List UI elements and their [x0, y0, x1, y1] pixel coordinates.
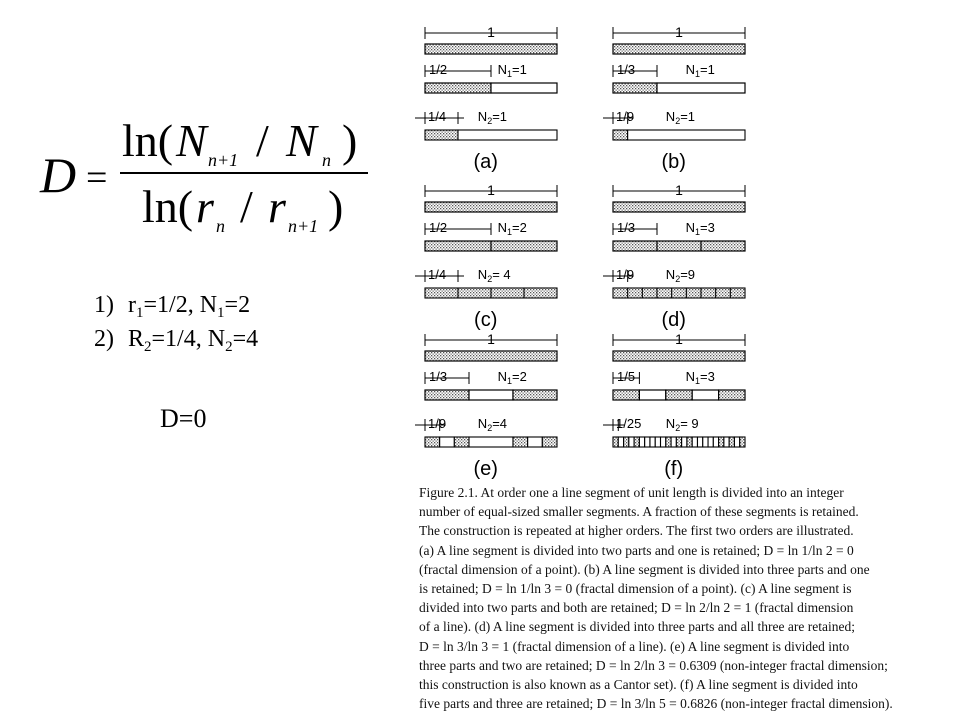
item-number: 2) [94, 326, 114, 352]
item-text [128, 288, 250, 322]
figure-panel [603, 331, 745, 480]
segment [697, 437, 702, 447]
cantor-segments-figure [395, 10, 765, 480]
formula-denominator-sub1: n [216, 216, 225, 236]
segment [650, 437, 655, 447]
fraction-label: 1/2 [429, 220, 448, 235]
segment [542, 437, 557, 447]
count-val: =3 [700, 220, 715, 235]
segment [469, 437, 513, 447]
caption-line: five parts and three are retained; D = ln 3/ln 5 = 0.6826 (non-integer fractal dimension). [419, 696, 893, 712]
fraction-label: 1/9 [616, 109, 635, 124]
formula-numerator-sub1: n+1 [208, 150, 239, 170]
unit-length-label: 1 [675, 24, 683, 40]
segment [655, 437, 660, 447]
count-sub: 2 [675, 274, 681, 284]
count-sub: 1 [694, 69, 701, 79]
count-var: N [665, 267, 676, 282]
segment [692, 390, 718, 400]
segment [729, 437, 734, 447]
formula-denominator-var1: r [196, 181, 214, 232]
count-sub: 2 [487, 116, 493, 126]
count-val: =1 [680, 109, 696, 124]
fractal-dimension-formula [40, 110, 380, 240]
count-label [478, 109, 507, 126]
full-segment-bar [613, 351, 745, 361]
caption-line: this construction is also known as a Cantor set). (f) A line segment is divided into [419, 677, 858, 693]
segment [676, 437, 681, 447]
count-val: =3 [700, 369, 715, 384]
caption-line: of a line). (d) A line segment is divided into three parts and all three are retained; [419, 619, 855, 635]
segment [713, 437, 718, 447]
count-sub: 1 [506, 376, 513, 386]
fraction-label: 1/3 [617, 220, 636, 235]
count-var: N [665, 109, 676, 124]
item-sub: 1 [136, 305, 144, 321]
segment [613, 130, 628, 140]
formula-denominator-open: ln( [142, 181, 194, 232]
segment [469, 390, 513, 400]
item-sub: 2 [144, 339, 152, 355]
fraction-label: 1/2 [429, 62, 448, 77]
figure-panel [603, 24, 745, 173]
segment [682, 437, 687, 447]
count-sub: 1 [506, 69, 513, 79]
count-sub: 2 [487, 274, 493, 284]
count-val: = 4 [492, 267, 511, 282]
count-var: N [477, 416, 488, 431]
segment [491, 83, 557, 93]
figure-panel [415, 182, 557, 331]
count-var: N [685, 62, 695, 77]
segment [734, 437, 739, 447]
count-var: N [685, 220, 695, 235]
count-sub: 2 [675, 423, 681, 433]
segment [639, 437, 644, 447]
panel-label: (c) [474, 309, 498, 331]
item-number: 1) [94, 292, 114, 318]
count-label [666, 267, 695, 284]
formula-equals: = [86, 157, 108, 199]
figure-panel [603, 182, 745, 331]
caption-line: Figure 2.1. At order one a line segment of unit length is divided into an integer [419, 485, 844, 500]
count-label [478, 416, 507, 433]
item-var-r: R [128, 326, 145, 352]
formula-numerator-open: ln( [122, 115, 174, 166]
segment [513, 390, 557, 400]
segment [618, 437, 623, 447]
segment [454, 437, 469, 447]
panel-label: (e) [473, 458, 498, 480]
formula-denominator-var2: r [268, 181, 286, 232]
fraction-label: 1/4 [428, 109, 447, 124]
segment [724, 437, 729, 447]
full-segment-bar [425, 351, 557, 361]
count-label [686, 220, 715, 237]
caption-line: divided into two parts and both are retained; D = ln 2/ln 2 = 1 (fractal dimension [419, 600, 854, 616]
unit-length-label: 1 [487, 331, 495, 347]
formula-denominator-slash: / [240, 181, 253, 232]
result-text: D=0 [160, 404, 207, 433]
caption-line: D = ln 3/ln 3 = 1 (fractal dimension of a line). (e) A line segment is divided into [419, 638, 850, 654]
count-sub: 1 [694, 227, 701, 237]
segment [666, 390, 692, 400]
formula-numerator-sub2: n [322, 150, 331, 170]
count-var: N [497, 220, 507, 235]
unit-length-label: 1 [675, 331, 683, 347]
count-var: N [497, 369, 507, 384]
item-val: =2 [224, 292, 251, 318]
segment [671, 437, 676, 447]
item-val: =1/2, N [143, 292, 218, 318]
fraction-label: 1/3 [429, 369, 448, 384]
caption-line: (a) A line segment is divided into two parts and one is retained; D = ln 1/ln 2 = 0 [419, 542, 854, 558]
count-var: N [477, 109, 488, 124]
count-label [686, 369, 715, 386]
segment [513, 437, 528, 447]
count-var: N [497, 62, 507, 77]
panel-label: (b) [661, 151, 686, 173]
count-val: =9 [680, 267, 696, 282]
segment [645, 437, 650, 447]
item-var-r: r [128, 292, 136, 318]
count-label [498, 62, 527, 79]
segment [425, 83, 491, 93]
parameter-list [76, 288, 258, 356]
formula-numerator-close: ) [342, 115, 358, 166]
segment [624, 437, 629, 447]
count-sub: 1 [506, 227, 513, 237]
segment [613, 241, 745, 251]
count-label [666, 109, 695, 126]
segment [703, 437, 708, 447]
count-label [686, 62, 715, 79]
formula-lhs: D [40, 147, 77, 203]
segment [613, 390, 639, 400]
unit-length-label: 1 [675, 182, 683, 198]
full-segment-bar [425, 202, 557, 212]
unit-length-label: 1 [487, 24, 495, 40]
count-val: =4 [492, 416, 508, 431]
caption-line: is retained; D = ln 1/ln 3 = 0 (fractal dimension of a point). (c) A line segment is [419, 581, 852, 597]
full-segment-bar [613, 202, 745, 212]
count-val: =1 [700, 62, 715, 77]
segment [719, 390, 745, 400]
figure-panel [415, 331, 557, 480]
formula-numerator-slash: / [256, 115, 269, 166]
count-val: = 9 [680, 416, 699, 431]
caption-line: three parts and two are retained; D = ln 2/ln 3 = 0.6309 (non-integer fractal dimension; [419, 657, 888, 673]
segment [666, 437, 671, 447]
segment [692, 437, 697, 447]
segment [425, 437, 440, 447]
panel-label: (f) [664, 458, 684, 480]
figure-caption [419, 483, 949, 713]
item-val: =4 [232, 326, 259, 352]
segment [528, 437, 543, 447]
full-segment-bar [425, 44, 557, 54]
count-label [498, 369, 527, 386]
segment [634, 437, 639, 447]
count-var: N [477, 267, 488, 282]
count-sub: 2 [675, 116, 681, 126]
formula-numerator-var2: N [286, 115, 317, 166]
segment [661, 437, 666, 447]
segment [629, 437, 634, 447]
item-text [128, 322, 258, 356]
segment [628, 130, 745, 140]
segment [687, 437, 692, 447]
fraction-label: 1/25 [616, 416, 642, 431]
caption-line: (fractal dimension of a point). (b) A line segment is divided into three parts and one [419, 561, 870, 577]
segment [458, 130, 557, 140]
unit-length-label: 1 [487, 182, 495, 198]
segment [425, 130, 458, 140]
count-val: =2 [512, 220, 527, 235]
segment [425, 390, 469, 400]
segment [708, 437, 713, 447]
caption-line: number of equal-sized smaller segments. A fraction of these segments is retained. [419, 504, 859, 520]
count-label [478, 267, 511, 284]
full-segment-bar [613, 44, 745, 54]
count-val: =2 [512, 369, 527, 384]
segment [440, 437, 455, 447]
count-label [498, 220, 527, 237]
count-var: N [685, 369, 695, 384]
fraction-label: 1/4 [428, 267, 447, 282]
segment [639, 390, 665, 400]
panel-label: (d) [661, 309, 686, 331]
item-sub: 1 [217, 305, 225, 321]
count-sub: 2 [487, 423, 493, 433]
formula-denominator-sub2: n+1 [288, 216, 319, 236]
fraction-label: 1/9 [616, 267, 635, 282]
list-item [76, 288, 258, 322]
segment [613, 288, 745, 298]
count-sub: 1 [694, 376, 701, 386]
segment [719, 437, 724, 447]
segment [613, 437, 618, 447]
item-sub: 2 [225, 339, 233, 355]
formula-numerator-var1: N [176, 115, 207, 166]
count-label [666, 416, 699, 433]
formula-denominator-close: ) [328, 181, 344, 232]
figure-panel [415, 24, 557, 173]
item-val: =1/4, N [151, 326, 226, 352]
fraction-label: 1/3 [617, 62, 636, 77]
fraction-label: 1/9 [428, 416, 447, 431]
segment [657, 83, 745, 93]
segment [740, 437, 745, 447]
panel-label: (a) [473, 151, 498, 173]
count-val: =1 [512, 62, 527, 77]
caption-line: The construction is repeated at higher orders. The first two orders are illustrated. [419, 523, 854, 539]
list-item [76, 322, 258, 356]
fraction-label: 1/5 [617, 369, 636, 384]
segment [613, 83, 657, 93]
count-var: N [665, 416, 676, 431]
count-val: =1 [492, 109, 508, 124]
